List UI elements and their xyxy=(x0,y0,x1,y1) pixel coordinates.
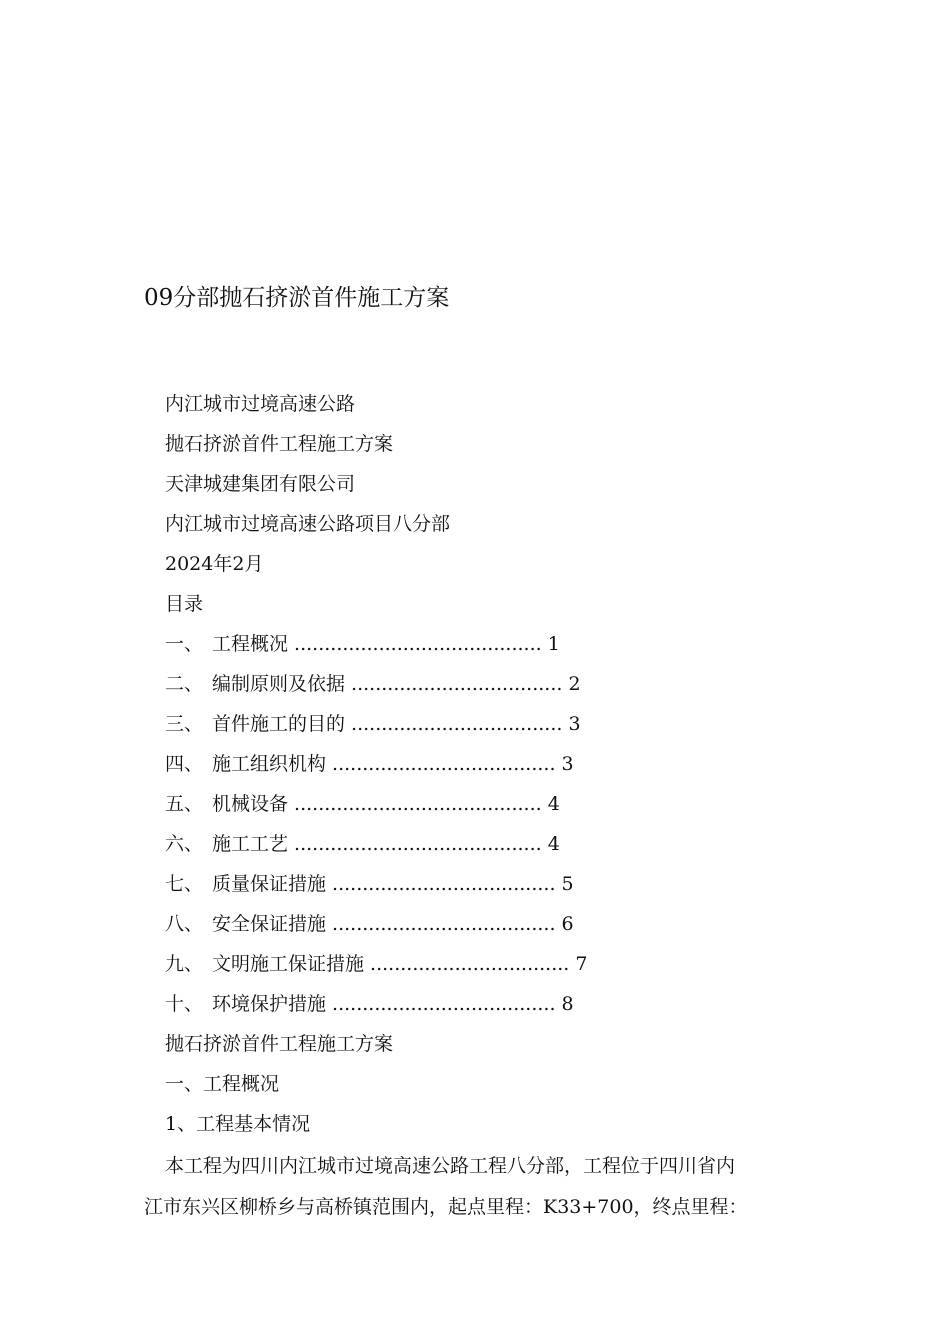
toc-entry-number: 二、 xyxy=(165,673,204,695)
paragraph-line: 本工程为四川内江城市过境高速公路工程八分部，工程位于四川省内 xyxy=(165,1155,736,1177)
toc-entry-text: 施工工艺 ......................................... 4 xyxy=(212,833,560,855)
subsection-heading: 1、工程基本情况 xyxy=(165,1113,311,1135)
cover-date: 2024年2月 xyxy=(165,553,264,575)
body-plan-title: 抛石挤淤首件工程施工方案 xyxy=(165,1033,394,1055)
toc-entry-number: 一、 xyxy=(165,633,204,655)
toc-entry[interactable] xyxy=(165,670,581,698)
cover-project-name: 内江城市过境高速公路 xyxy=(165,393,356,415)
toc-entry-number: 九、 xyxy=(165,953,204,975)
cover-department: 内江城市过境高速公路项目八分部 xyxy=(165,513,451,535)
toc-entry[interactable] xyxy=(165,630,560,658)
toc-entry[interactable] xyxy=(165,870,574,898)
paragraph-line: 江市东兴区柳桥乡与高桥镇范围内，起点里程：K33+700，终点里程： xyxy=(144,1196,748,1218)
toc-entry-number: 三、 xyxy=(165,713,204,735)
cover-company: 天津城建集团有限公司 xyxy=(165,473,356,495)
toc-entry[interactable] xyxy=(165,790,560,818)
toc-entry[interactable] xyxy=(165,950,587,978)
toc-entry-text: 机械设备 ......................................... 4 xyxy=(212,793,560,815)
toc-entry[interactable] xyxy=(165,710,581,738)
cover-plan-name: 抛石挤淤首件工程施工方案 xyxy=(165,433,394,455)
toc-entry-number: 八、 xyxy=(165,913,204,935)
toc-entry-number: 十、 xyxy=(165,993,204,1015)
toc-entry-text: 编制原则及依据 ................................... 2 xyxy=(212,673,581,695)
toc-entry[interactable] xyxy=(165,750,574,778)
toc-entry-text: 质量保证措施 ..................................... 5 xyxy=(212,873,574,895)
toc-entry[interactable] xyxy=(165,910,574,938)
toc-entry-text: 工程概况 ......................................... 1 xyxy=(212,633,560,655)
section-heading: 一、工程概况 xyxy=(165,1073,280,1095)
toc-entry-text: 文明施工保证措施 ................................. 7 xyxy=(212,953,588,975)
toc-entry-number: 四、 xyxy=(165,753,204,775)
toc-entry[interactable] xyxy=(165,830,560,858)
toc-entry-text: 首件施工的目的 ................................... 3 xyxy=(212,713,581,735)
document-title: 09分部抛石挤淤首件施工方案 xyxy=(144,285,450,311)
toc-heading: 目录 xyxy=(165,593,204,615)
toc-entry-text: 安全保证措施 ..................................... 6 xyxy=(212,913,574,935)
toc-entry-number: 七、 xyxy=(165,873,204,895)
toc-entry-text: 环境保护措施 ..................................... 8 xyxy=(212,993,574,1015)
toc-entry-text: 施工组织机构 ..................................... 3 xyxy=(212,753,574,775)
toc-entry-number: 六、 xyxy=(165,833,204,855)
toc-entry-number: 五、 xyxy=(165,793,204,815)
toc-entry[interactable] xyxy=(165,990,574,1018)
